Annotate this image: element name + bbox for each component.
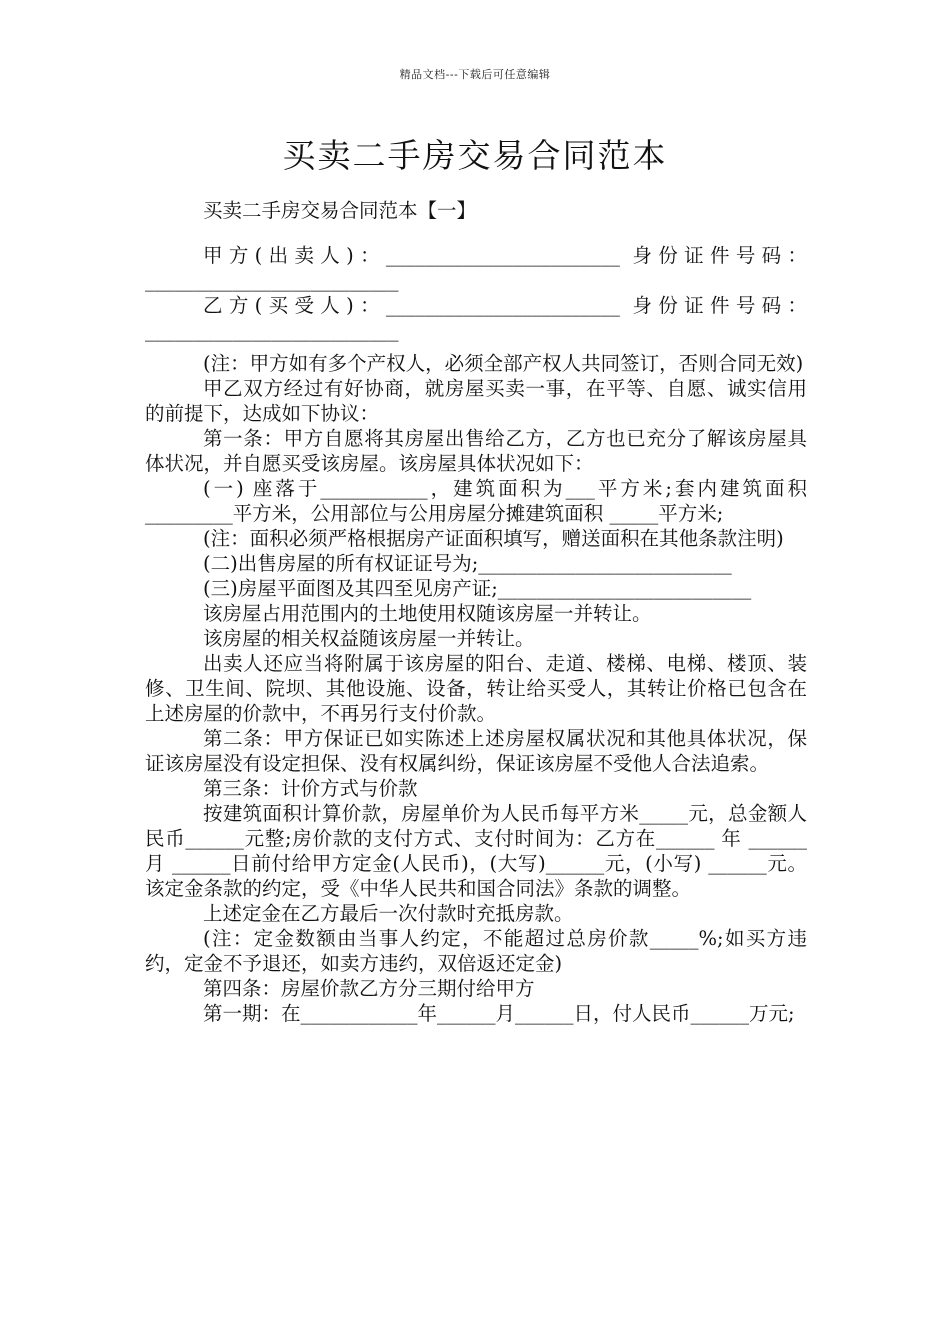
article-1: 第一条：甲方自愿将其房屋出售给乙方，乙方也已充分了解该房屋具体状况，并自愿买受该房屋。该房屋具体状况如下： bbox=[145, 427, 807, 475]
note-paragraph: (注：面积必须严格根据房产证面积填写，赠送面积在其他条款注明) bbox=[203, 527, 784, 550]
contract-subtitle: 买卖二手房交易合同范本【一】 bbox=[203, 199, 477, 222]
clause-3-floor-plan: (三)房屋平面图及其四至见房产证;__________________________ bbox=[203, 577, 752, 600]
price-paragraph: 按建筑面积计算价款，房屋单价为人民币每平方米_____元，总金额人民币______元整;房价款的支付方式、支付时间为：乙方在______ 年 ______月 ______日前付给甲方定金(人民币)，(大写)______元，(小写) ______元。该定金条款的约定，受《中华人民共和国合同法》条款的调整。 bbox=[145, 802, 807, 900]
page-header: 精品文档---下载后可任意编辑 bbox=[399, 68, 551, 81]
deposit-paragraph: 上述定金在乙方最后一次付款时充抵房款。 bbox=[203, 902, 574, 925]
document-body bbox=[145, 198, 807, 1026]
land-right-paragraph: 该房屋占用范围内的土地使用权随该房屋一并转让。 bbox=[203, 602, 652, 625]
clause-2-certificate: (二)出售房屋的所有权证证号为;__________________________ bbox=[203, 552, 732, 575]
document-title: 买卖二手房交易合同范本 bbox=[282, 136, 668, 175]
party-b-line: 乙方(买受人)：________________________ 身份证件号码：__________________________ bbox=[145, 294, 807, 342]
note-paragraph: (注：定金数额由当事人约定，不能超过总房价款_____%;如买方违约，定金不予退还，如卖方违约，双倍返还定金) bbox=[145, 927, 807, 975]
agreement-paragraph: 甲乙双方经过有好协商，就房屋买卖一事，在平等、自愿、诚实信用的前提下，达成如下协议： bbox=[145, 377, 807, 425]
first-payment-paragraph: 第一期：在____________年______月______日，付人民币______万元; bbox=[203, 1002, 795, 1025]
attached-facilities-paragraph: 出卖人还应当将附属于该房屋的阳台、走道、楼梯、电梯、楼顶、装修、卫生间、院坝、其他设施、设备，转让给买受人，其转让价格已包含在上述房屋的价款中，不再另行支付价款。 bbox=[145, 652, 807, 725]
rights-paragraph: 该房屋的相关权益随该房屋一并转让。 bbox=[203, 627, 535, 650]
article-2: 第二条：甲方保证已如实陈述上述房屋权属状况和其他具体状况，保证该房屋没有设定担保、没有权属纠纷，保证该房屋不受他人合法追索。 bbox=[145, 727, 807, 775]
clause-1-location: (一) 座落于___________，建筑面积为___平方米;套内建筑面积_________平方米，公用部位与公用房屋分摊建筑面积 _____平方米; bbox=[145, 477, 807, 525]
article-4-heading: 第四条：房屋价款乙方分三期付给甲方 bbox=[203, 977, 535, 1000]
note-paragraph: (注：甲方如有多个产权人，必须全部产权人共同签订，否则合同无效) bbox=[203, 352, 804, 375]
party-a-line: 甲方(出卖人)：________________________ 身份证件号码：__________________________ bbox=[145, 244, 807, 292]
article-3-heading: 第三条：计价方式与价款 bbox=[203, 777, 418, 800]
